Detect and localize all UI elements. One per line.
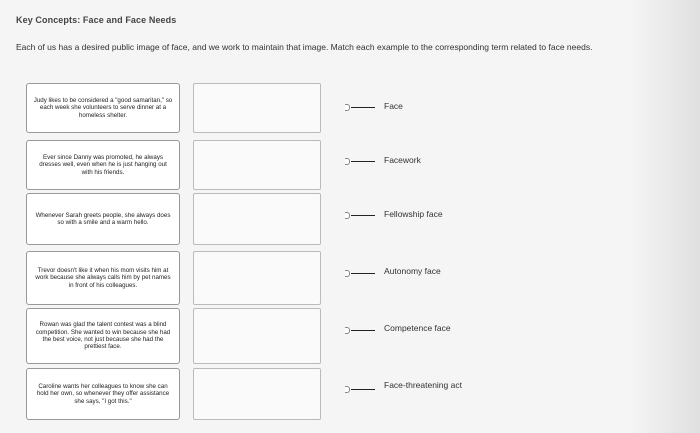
example-card-4[interactable]: Trevor doesn't like it when his mom visits him at work because she always calls him by pet names in front of his colleagues. (26, 251, 180, 305)
drop-zone-2[interactable] (193, 140, 321, 190)
term-handle-5[interactable] (345, 327, 350, 334)
example-card-5[interactable]: Rowan was glad the talent contest was a blind competition. She wanted to win because she had the best voice, not just because she had the prettiest face. (26, 308, 180, 364)
term-connector-4 (351, 273, 375, 274)
term-face-threatening-act[interactable]: Face-threatening act (384, 380, 462, 390)
term-face[interactable]: Face (384, 101, 403, 111)
term-connector-3 (351, 215, 375, 216)
term-competence-face[interactable]: Competence face (384, 323, 451, 333)
term-handle-6[interactable] (345, 386, 350, 393)
page-title: Key Concepts: Face and Face Needs (16, 15, 177, 25)
example-card-1[interactable]: Judy likes to be considered a "good samaritan," so each week she volunteers to serve dinner at a homeless shelter. (26, 83, 180, 133)
term-connector-6 (351, 389, 375, 390)
term-autonomy-face[interactable]: Autonomy face (384, 266, 441, 276)
right-edge-shadow (630, 0, 700, 433)
drop-zone-4[interactable] (193, 251, 321, 305)
drop-zone-1[interactable] (193, 83, 321, 133)
term-handle-1[interactable] (345, 104, 350, 111)
example-card-2[interactable]: Ever since Danny was promoted, he always dresses well, even when he is just hanging out with his friends. (26, 140, 180, 190)
instructions-text: Each of us has a desired public image of face, and we work to maintain that image. Match each example to the corresponding term related to face needs. (16, 42, 593, 52)
example-card-6[interactable]: Caroline wants her colleagues to know she can hold her own, so whenever they offer assistance she says, "I got this." (26, 368, 180, 420)
drop-zone-5[interactable] (193, 308, 321, 364)
term-connector-5 (351, 330, 375, 331)
term-facework[interactable]: Facework (384, 155, 421, 165)
term-handle-2[interactable] (345, 158, 350, 165)
term-handle-4[interactable] (345, 270, 350, 277)
drop-zone-3[interactable] (193, 193, 321, 245)
term-fellowship-face[interactable]: Fellowship face (384, 209, 443, 219)
term-handle-3[interactable] (345, 212, 350, 219)
term-connector-2 (351, 161, 375, 162)
term-connector-1 (351, 107, 375, 108)
example-card-3[interactable]: Whenever Sarah greets people, she always does so with a smile and a warm hello. (26, 193, 180, 245)
drop-zone-6[interactable] (193, 368, 321, 420)
